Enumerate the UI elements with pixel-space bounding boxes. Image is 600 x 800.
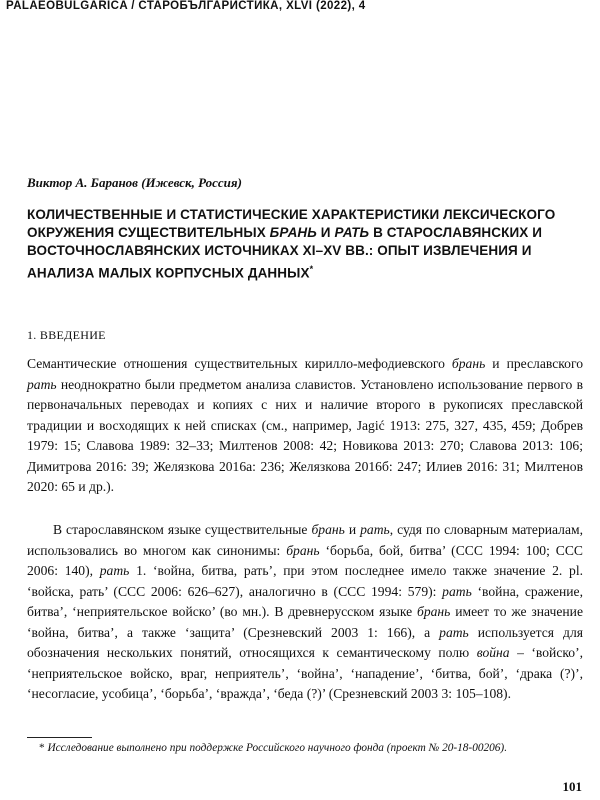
- paragraph-1: [27, 354, 583, 498]
- running-header: PALAEOBULGARICA / СТАРОБЪЛГАРИСТИКА, XLVI (2022), 4: [6, 0, 366, 12]
- p2-term: брань: [417, 604, 451, 619]
- p2-text: имеет то же значение ‘война, битва’, а также ‘защита’ (Срезневский 2003 1: 166), а: [27, 604, 583, 640]
- p1-text: Семантические отношения существительных кирилло-мефодиевского: [27, 356, 452, 371]
- p2-term: брань: [311, 522, 345, 537]
- footnote: [27, 741, 583, 756]
- p2-term: рать: [360, 522, 390, 537]
- title-part2: В СТАРОСЛАВЯНСКИХ И ВОСТОЧНОСЛАВЯНСКИХ ИСТОЧНИКАХ XI–XV ВВ.: ОПЫТ ИЗВЛЕЧЕНИЯ И АНАЛИЗА МАЛЫХ КОРПУСНЫХ ДАННЫХ: [27, 225, 543, 281]
- p2-text: 1. ‘война, битва, рать’, при этом последнее имело также значение 2. pl. ‘войска, рать’ (ССС 2006: 626–627), аналогично в (ССС 1994: 579):: [27, 563, 583, 599]
- p2-term: рать: [442, 583, 472, 599]
- article-title: [27, 206, 582, 283]
- p2-term: рать: [439, 624, 469, 640]
- page-number: 101: [562, 779, 582, 794]
- p2-text: ‘борьба, бой, битва’ (ССС 1994: 100; ССС 2006: 140),: [27, 542, 583, 578]
- title-and: И: [316, 225, 335, 240]
- p1-term: брань: [451, 356, 486, 371]
- p2-text: и: [344, 522, 361, 537]
- p2-text: ‘война, сражение, битва’, ‘неприятельское войско’ (во мн.). В древнерусском языке: [27, 583, 583, 619]
- p2-term: война: [476, 645, 510, 660]
- p2-term: рать: [99, 563, 130, 578]
- footnote-divider: [27, 737, 92, 738]
- title-part1: КОЛИЧЕСТВЕННЫЕ И СТАТИСТИЧЕСКИЕ ХАРАКТЕРИСТИКИ ЛЕКСИЧЕСКОГО ОКРУЖЕНИЯ СУЩЕСТВИТЕЛЬНЫХ: [27, 207, 556, 240]
- p2-term: брань: [286, 542, 320, 558]
- p2-text: используется для обозначения нескольких понятий, относящихся к семантическому полю: [27, 624, 583, 660]
- title-word-bran: БРАНЬ: [269, 225, 317, 240]
- title-footnote-mark: *: [309, 264, 314, 274]
- p1-text: неоднократно были предметом анализа славистов. Установлено использование первого в первоначальных переводах и копиях с них и наличие второго в рукописях преславской традиции и восходящих к ней списках (см., например, Jagić 1913: 275, 327, 435, 459; Добрев 1979: 15; Славова 1989: 32–33; Милтенов 2008: 42; Новикова 2013: 270; Славова 2013: 106; Димитрова 2016: 39; Желязкова 2016а: 236; Желязкова 2016б: 247; Илиев 2016: 31; Милтенов 2020: 65 и др.).: [27, 376, 583, 494]
- section-heading: 1. ВВЕДЕНИЕ: [27, 328, 106, 342]
- p2-text: В старославянском языке существительные: [53, 522, 312, 537]
- p2-text: , судя по словарным материалам, использовались во многом как синонимы:: [27, 522, 583, 558]
- paragraph-2: [27, 520, 583, 705]
- title-word-rat: РАТЬ: [334, 225, 370, 240]
- p1-text: и преславского: [485, 356, 583, 371]
- author-line: Виктор А. Баранов (Ижевск, Россия): [27, 175, 242, 190]
- p1-term: рать: [27, 376, 57, 392]
- footnote-mark: *: [39, 742, 48, 754]
- footnote-text: Исследование выполнено при поддержке Российского научного фонда (проект № 20-18-00206).: [47, 742, 508, 754]
- p2-text: – ‘войско’, ‘неприятельское войско, враг, неприятель’, ‘война’, ‘нападение’, ‘битва, бой’, ‘драка (?)’, ‘несогласие, усобица’, ‘борьба’, ‘вражда’, ‘беда (?)’ (Срезневский 2003 3: 105–108).: [27, 645, 584, 701]
